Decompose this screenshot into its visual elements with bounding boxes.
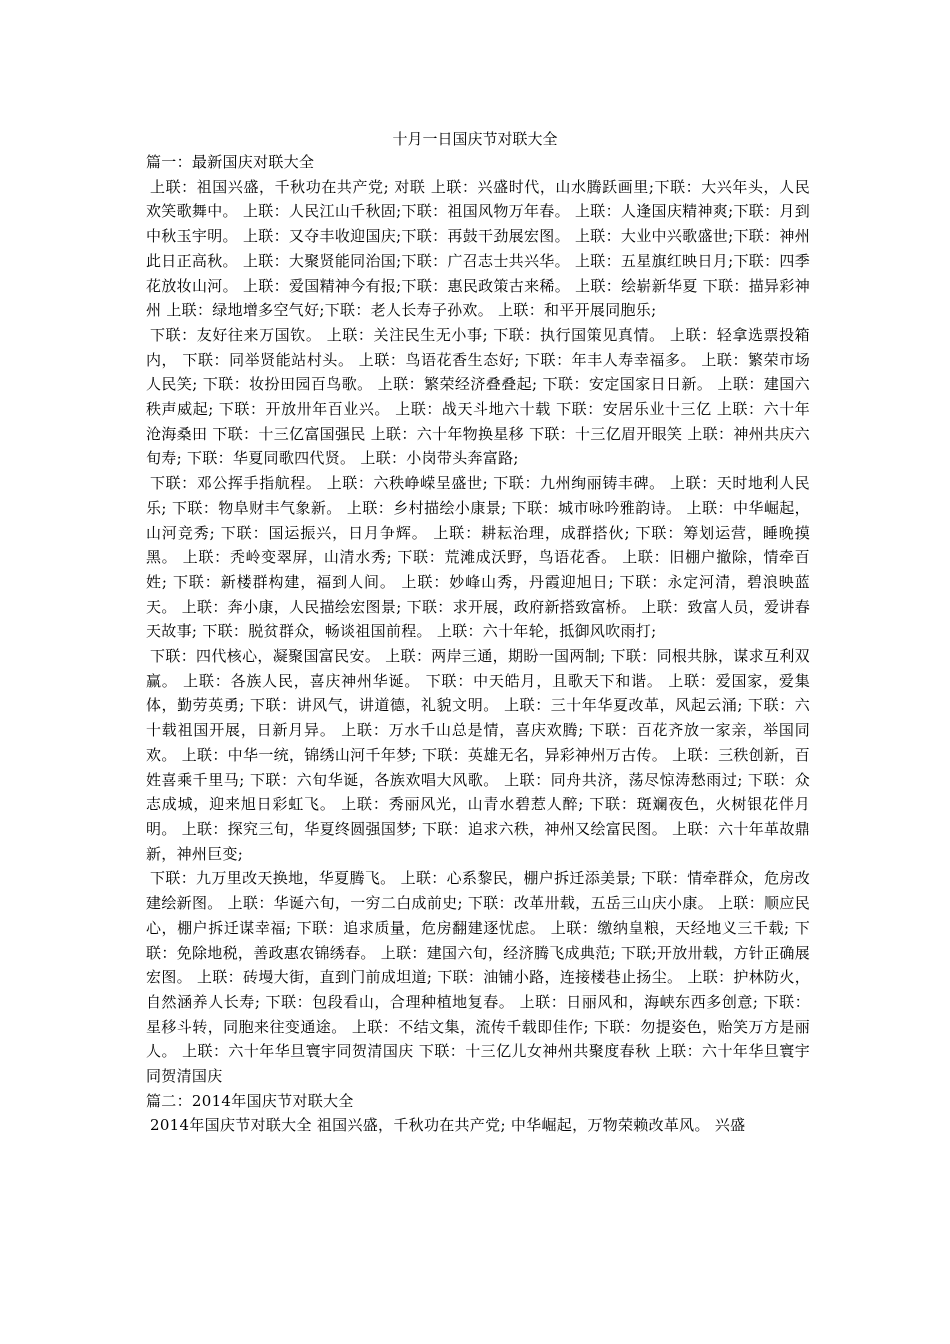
section-heading-1: 篇一：最新国庆对联大全 <box>146 153 315 171</box>
document-title: 十月一日国庆节对联大全 <box>392 130 558 148</box>
paragraph: 下联：邓公挥手指航程。 上联：六秩峥嵘呈盛世; 下联：九州绚丽铸丰碑。 上联：天时地利人民乐; 下联：物阜财丰气象新。 上联：乡村描绘小康景; 下联：城市咏吟雅韵诗。 上联：中华崛起，山河竞秀; 下联：国运振兴，日月争辉。 上联：耕耘治理，成群搭伙; 下联：筹划运营，睡晚摸黑。 上联：秃岭变翠屏，山清水秀; 下联：荒滩成沃野，鸟语花香。 上联：旧棚户撤除，情牵百姓; 下联：新楼群构建，福到人间。 上联：妙峰山秀，丹霞迎旭日; 下联：永定河清，碧浪映蓝天。 上联：奔小康，人民描绘宏图景; 下联：求开展，政府新搭致富桥。 上联：致富人员，爱讲春天故事; 下联：脱贫群众，畅谈祖国前程。 上联：六十年轮，抵御风吹雨打; <box>146 474 810 641</box>
paragraph: 下联：四代核心，凝聚国富民安。 上联：两岸三通，期盼一国两制; 下联：同根共脉，谋求互利双赢。 上联：各族人民，喜庆神州华诞。 下联：中天皓月，且歌天下和谐。 上联：爱国家，爱集体，勤劳英勇; 下联：讲风气，讲道德，礼貌文明。 上联：三十年华夏改革，风起云涌; 下联：六十载祖国开展，日新月异。 上联：万水千山总是情，喜庆欢腾; 下联：百花齐放一家亲，举国同欢。 上联：中华一统，锦绣山河千年梦; 下联：英雄无名，异彩神州万古传。 上联：三秩创新，百姓喜乘千里马; 下联：六旬华诞，各族欢唱大风歌。 上联：同舟共济，荡尽惊涛愁雨过; 下联：众志成城，迎来旭日彩虹飞。 上联：秀丽风光，山青水碧惹人醉; 下联：斑斓夜色，火树银花伴月明。 上联：探究三旬，华夏终圆强国梦; 下联：追求六秩，神州又绘富民图。 上联：六十年革故鼎新，神州巨变; <box>146 647 810 863</box>
section-heading-2: 篇二：2014年国庆节对联大全 <box>146 1091 354 1110</box>
paragraph: 下联：友好往来万国钦。 上联：关注民生无小事; 下联：执行国策见真情。 上联：轻拿选票投箱内， 下联：同举贤能站村头。 上联：鸟语花香生态好; 下联：年丰人寿幸福多。 上联：繁荣市场人民笑; 下联：妆扮田园百鸟歌。 上联：繁荣经济叠叠起; 下联：安定国家日日新。 上联：建国六秩声威起; 下联：开放卅年百业兴。 上联：战天斗地六十载 下联：安居乐业十三亿 上联：六十年沧海桑田 下联：十三亿富国强民 上联：六十年物换星移 下联：十三亿眉开眼笑 上联：神州共庆六旬寿; 下联：华夏同歌四代贤。 上联：小岗带头奔富路; <box>146 325 810 468</box>
paragraph: 下联：九万里改天换地，华夏腾飞。 上联：心系黎民，棚户拆迁添美景; 下联：情牵群众，危房改建绘新图。 上联：华诞六旬，一穷二白成前史; 下联：改革卅载，五岳三山庆小康。 上联：顺应民心，棚户拆迁谋幸福; 下联：追求质量，危房翻建逐忧虑。 上联：缴纳皇粮，天经地义三千载; 下联：免除地税，善政惠农锦绣春。 上联：建国六旬，经济腾飞成典范; 下联;开放卅载，方针正确展宏图。 上联：砖墁大街，直到门前成坦道; 下联：油铺小路，连接楼巷止扬尘。 上联：护林防火，自然涵养人长寿; 下联：包段看山，合理种植地复春。 上联：日丽风和，海峡东西多创意; 下联：星移斗转，同胞来往变通途。 上联：不结文集，流传千载即佳作; 下联：勿提姿色，贻笑万方是丽人。 上联：六十年华旦寰宇同贺清国庆 下联：十三亿儿女神州共聚度春秋 上联：六十年华旦寰宇同贺清国庆 <box>146 869 810 1086</box>
document-body <box>146 150 810 1138</box>
paragraph: 2014年国庆节对联大全 祖国兴盛，千秋功在共产党; 中华崛起，万物荣赖改革风。 兴盛 <box>150 1116 746 1135</box>
paragraph: 上联：祖国兴盛，千秋功在共产党; 对联 上联：兴盛时代，山水腾跃画里;下联：大兴年头，人民欢笑歌舞中。 上联：人民江山千秋固;下联：祖国风物万年春。 上联：人逢国庆精神爽;下联：月到中秋玉宇明。 上联：又夺丰收迎国庆;下联：再鼓干劲展宏图。 上联：大业中兴歌盛世;下联：神州此日正高秋。 上联：大聚贤能同治国;下联：广召志士共兴华。 上联：五星旗红映日月;下联：四季花放妆山河。 上联：爱国精神今有报;下联：惠民政策古来稀。 上联：绘崭新华夏 下联：描异彩神州 上联：绿地增多空气好;下联：老人长寿子孙欢。 上联：和平开展同胞乐; <box>146 177 810 320</box>
